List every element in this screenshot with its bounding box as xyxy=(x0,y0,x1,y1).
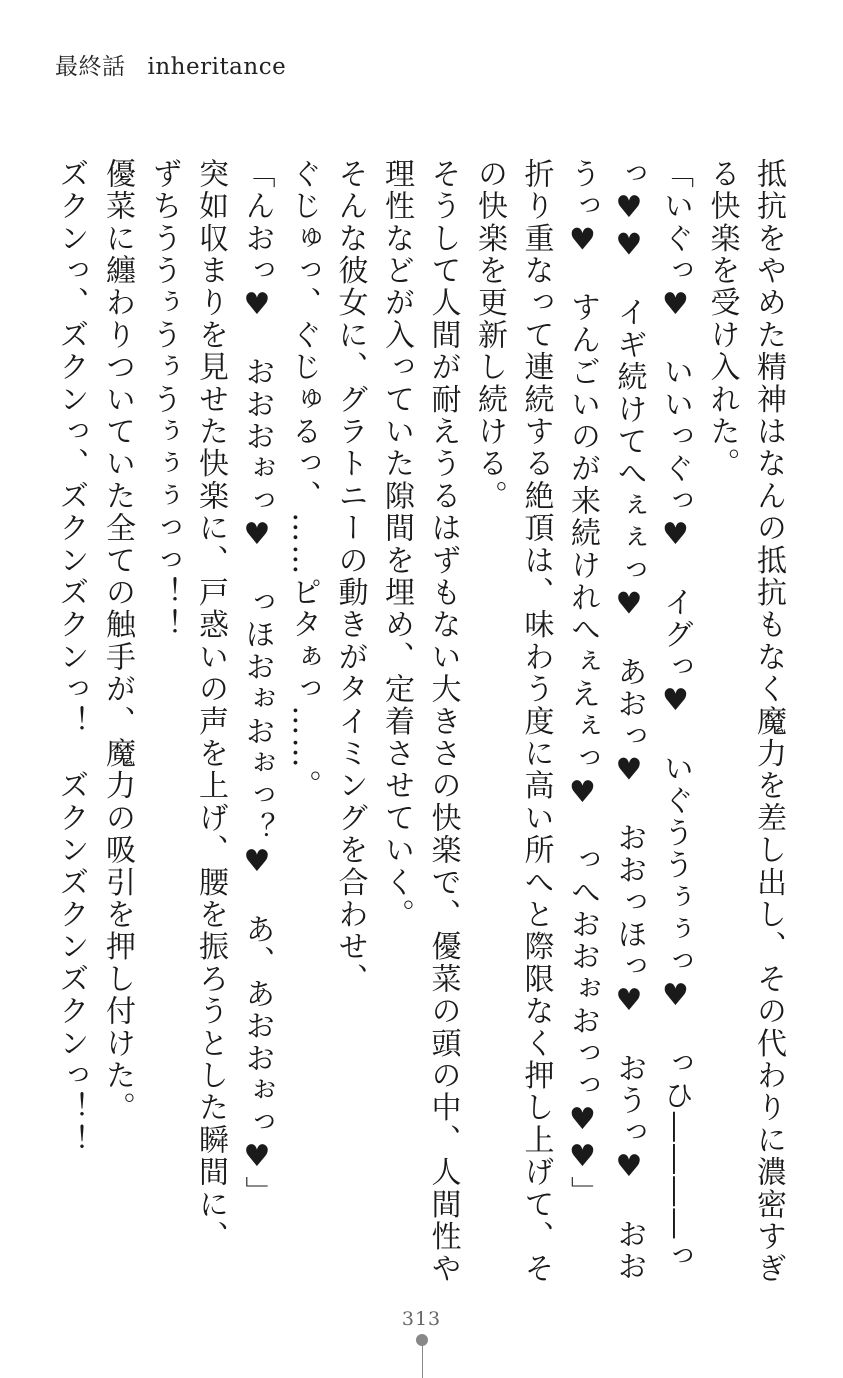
paragraph: そんな彼女に、グラトニーの動きがタイミングを合わせ、 xyxy=(332,158,368,996)
paragraph: そうして人間が耐えうるはずもない大きさの快楽で、優菜の頭の中、人間性や理性などが入っていた隙間を埋め、定着させていく。 xyxy=(379,158,461,1285)
paragraph: 「いぐっ♥ いいっぐっ♥ イグっ♥ いぐううぅぅっ♥ っひ――――っっ♥♥ イギ続けてへぇぇっ♥ あおっ♥ おおっほっ♥ おうっ♥ おおうっ♥ すんごいのが来続けれへぇえぇっ♥ っへおおぉおっっ♥♥」 xyxy=(565,158,693,1283)
paragraph: 抵抗をやめた精神はなんの抵抗もなく魔力を差し出し、その代わりに濃密すぎる快楽を受け入れた。 xyxy=(704,158,786,1285)
page-number: 313 xyxy=(401,1308,442,1330)
page-marker-ornament xyxy=(416,1334,428,1378)
paragraph: ぐじゅっ、ぐじゅるっ、……ピタぁっ……。 xyxy=(286,158,321,802)
paragraph: ずちううぅうぅうぅぅぅっっ！！ xyxy=(146,158,182,641)
chapter-label: 最終話 xyxy=(55,54,126,80)
paragraph: 突如収まりを見せた快楽に、戸惑いの声を上げ、腰を振ろうとした瞬間に、 xyxy=(193,158,228,1253)
marker-stem xyxy=(422,1344,423,1378)
chapter-title: inheritance xyxy=(147,54,287,80)
paragraph: 折り重なって連続する絶頂は、味わう度に高い所へと際限なく押し上げて、その快楽を更新し続ける。 xyxy=(472,158,554,1285)
paragraph: ズクンっ、ズクンっ、ズクンズクンっ！ ズクンズクンズクンっ！！ xyxy=(53,158,89,1157)
novel-body xyxy=(51,158,791,1288)
paragraph: 優菜に纏わりついていた全ての触手が、魔力の吸引を押し付けた。 xyxy=(100,158,135,1124)
paragraph: 「んおっ♥ おおおぉっ♥ っほおぉおぉっ？♥ あ、あおおぉっ♥」 xyxy=(239,158,275,1209)
running-header xyxy=(55,48,286,81)
